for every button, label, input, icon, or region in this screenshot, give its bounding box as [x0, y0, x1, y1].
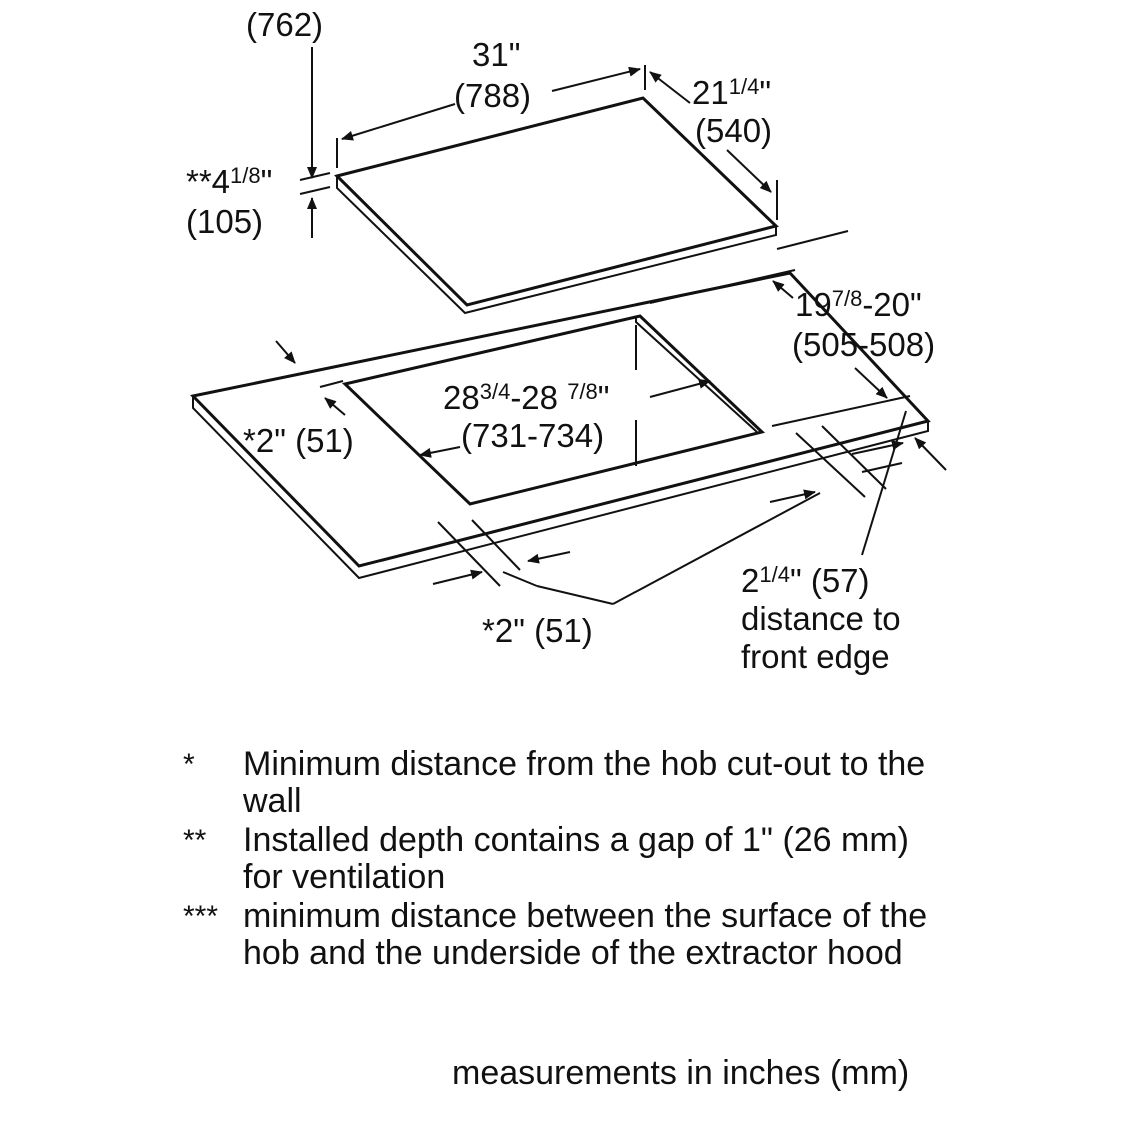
wall-line: [777, 231, 848, 249]
width-arrow-left: [342, 104, 455, 139]
footnotes: [183, 746, 1083, 974]
side-wall-distance-label: *2" (51): [243, 422, 354, 459]
footnote-marker: *: [183, 748, 195, 781]
footnote-3: [183, 898, 1083, 972]
cutout-width-arrow-left: [420, 447, 460, 455]
footnote-marker: ***: [183, 900, 219, 933]
footnote-2: [183, 822, 1083, 896]
hood-height-mm-label: (762): [246, 6, 324, 43]
front-edge-line2: front edge: [741, 638, 890, 675]
front-edge-distance-label: $2^{1/4}$" (57): [741, 562, 870, 599]
depth-arrow-top: [650, 72, 690, 103]
installed-depth-inch-label: $**4^{1/8}$": [186, 163, 273, 200]
installed-depth-mm-label: (105): [186, 203, 264, 240]
footnote-text: minimum distance between the surface of the hob and the underside of the extractor hood: [243, 897, 928, 972]
depth-inch-label: $21^{1/4}$": [692, 74, 772, 111]
cutout-width-arrow-right: [650, 381, 710, 397]
cutout-width-mm-label: (731-734): [461, 417, 605, 454]
footnote-marker: **: [183, 824, 207, 857]
cutout-depth-mm-label: (505-508): [792, 326, 936, 363]
cutout-depth-arrow-top: [773, 281, 793, 298]
units-caption: measurements in inches (mm): [452, 1054, 910, 1092]
width-mm-label: (788): [454, 77, 532, 114]
depth-mm-label: (540): [695, 112, 773, 149]
footnote-text: Installed depth contains a gap of 1" (26 mm) for ventilation: [243, 821, 910, 896]
cutout-width-inch-label: $28^{3/4}-28$ $^{7/8}$": [443, 379, 610, 416]
footnote-1: [183, 746, 1083, 820]
width-inch-label: 31": [472, 36, 521, 73]
width-arrow-right: [552, 69, 640, 91]
front-edge-line1: distance to: [741, 600, 901, 637]
back-wall-distance-label: *2" (51): [482, 612, 593, 649]
cutout-depth-inch-label: $19^{7/8}-20$": [795, 286, 922, 323]
footnote-text: Minimum distance from the hob cut-out to the wall: [243, 745, 926, 820]
